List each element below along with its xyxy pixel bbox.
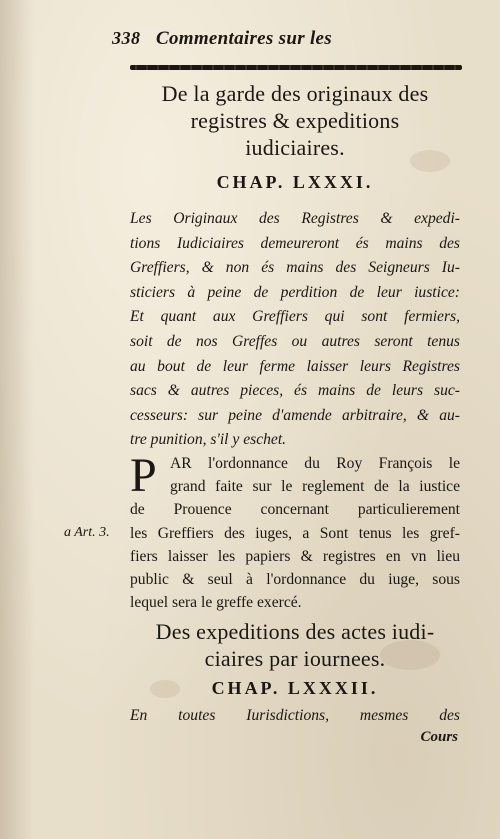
chapter-heading: CHAP. LXXXI. xyxy=(216,172,374,192)
summary-line: au bout de leur ferme laisser leurs Registres xyxy=(130,357,460,375)
title-line: De la garde des originaux des xyxy=(161,81,429,106)
marginal-note: a Art. 3. xyxy=(64,525,110,540)
body-line: grand faite sur le reglement de la iustice xyxy=(170,478,460,496)
summary-line: sacs & autres pieces, és mains de leurs suc- xyxy=(130,382,460,400)
catchword: Cours xyxy=(420,729,458,745)
gutter-shadow xyxy=(0,0,34,839)
body-paragraph xyxy=(130,449,460,614)
summary-line: Et quant aux Greffiers qui sont fermiers, xyxy=(130,308,460,326)
title-line: Des expeditions des actes iudi- xyxy=(155,619,435,644)
summary-line: soit de nos Greffes ou autres seront tenus xyxy=(130,332,460,350)
section-title-2 xyxy=(130,618,460,672)
chapter-summary xyxy=(130,207,460,453)
body-line: AR l'ordonnance du Roy François le xyxy=(170,455,460,472)
summary-line: tions Iudiciaires demeureront és mains des xyxy=(130,234,460,252)
drop-cap: P xyxy=(130,449,157,502)
body-line: lequel sera le greffe exercé. xyxy=(130,594,302,612)
chapter-heading-2: CHAP. LXXXII. xyxy=(211,678,379,698)
title-line: ciaires par iournees. xyxy=(204,646,386,671)
summary-line: tre punition, s'il y eschet. xyxy=(130,431,287,449)
title-line: iudiciaires. xyxy=(245,135,345,160)
summary-line: Greffiers, & non és mains des Seigneurs Iu- xyxy=(130,259,460,277)
summary-line: cesseurs: sur peine d'amende arbitraire, & au- xyxy=(130,406,460,424)
page-number: 338 xyxy=(112,28,141,48)
page-header xyxy=(112,28,412,52)
body-line: public & seul à l'ordonnance du iuge, sous xyxy=(130,571,460,589)
summary-line: sticiers à peine de perdition de leur iustice: xyxy=(130,283,460,301)
body-line: les Greffiers des iuges, a Sont tenus les gref- xyxy=(130,524,460,542)
summary-line: Les Originaux des Registres & expedi- xyxy=(130,210,460,227)
running-head: Commentaires sur les xyxy=(156,28,332,49)
chapter-incipit xyxy=(130,704,460,728)
section-title xyxy=(130,80,460,161)
headpiece-ornament xyxy=(130,62,462,74)
body-line: de Prouence concernant particulierement xyxy=(130,501,460,519)
incipit-line: En toutes Iurisdictions, mesmes des xyxy=(130,707,460,724)
body-line: fiers laisser les papiers & registres en vn lieu xyxy=(130,547,460,565)
title-line: registres & expeditions xyxy=(190,108,400,133)
